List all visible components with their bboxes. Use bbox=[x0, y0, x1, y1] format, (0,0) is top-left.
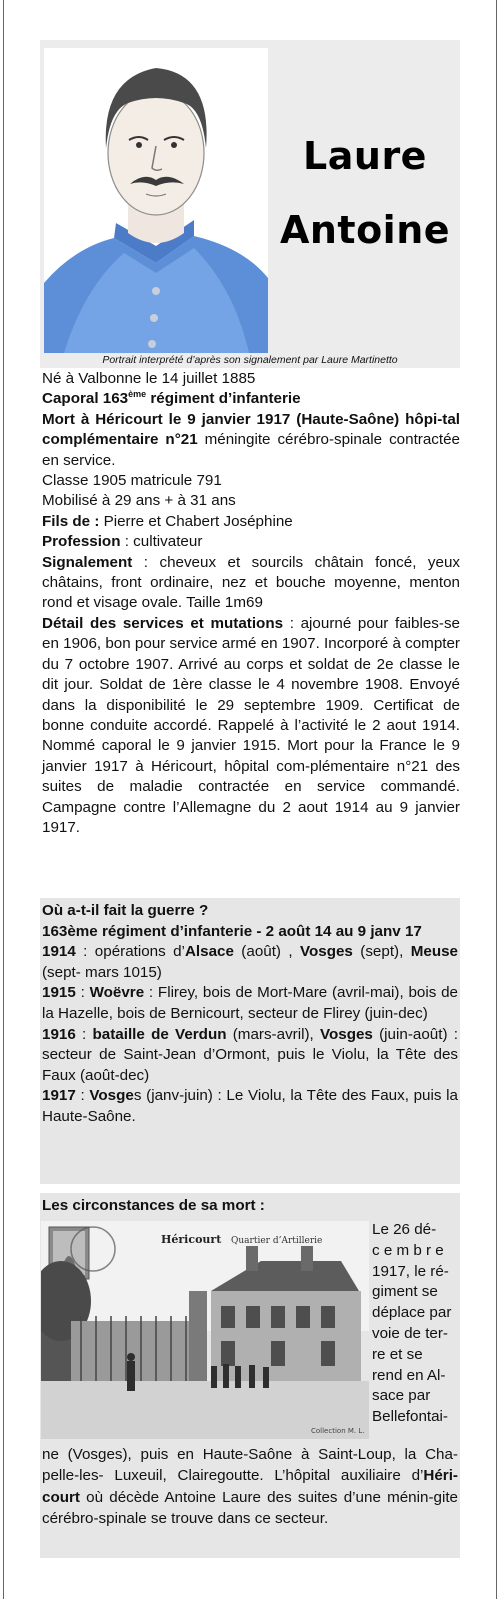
death-side-text bbox=[372, 1220, 458, 1428]
side-line: rend en Al- bbox=[372, 1366, 446, 1384]
signalement-paragraph: Signalement : cheveux et sourcils châtain foncé, yeux châtains, front ordinaire, nez et bouche moyenne, menton rond et visage ovale. Taille 1m69 bbox=[42, 553, 460, 612]
side-line: giment se bbox=[372, 1283, 438, 1301]
year-1914-entry: 1914 : opérations d’Alsace (août) , Vosges (sept), Meuse (sept- mars 1015) bbox=[42, 943, 458, 981]
right-border-rule bbox=[496, 0, 497, 1599]
firstname-heading: Antoine bbox=[279, 208, 451, 252]
side-line: sace par bbox=[372, 1387, 431, 1405]
death-line: Mort à Héricourt le 9 janvier 1917 (Haute-Saône) hôpi-tal complémentaire n°21 méningite cérébro-spinale contractée en service. bbox=[42, 410, 460, 469]
death-section-title: Les circonstances de sa mort : bbox=[42, 1197, 265, 1214]
postcard-publisher: Collection M. L. bbox=[311, 1427, 365, 1435]
side-line: re et se bbox=[372, 1345, 423, 1363]
parents-line: Fils de : Pierre et Chabert Joséphine bbox=[42, 512, 293, 530]
side-line: 1917, le ré- bbox=[372, 1262, 449, 1280]
hericourt-postcard-image bbox=[41, 1221, 369, 1439]
year-1917-entry: 1917 : Vosges (janv-juin) : Le Violu, la Tête des Faux, puis la Haute-Saône. bbox=[42, 1087, 458, 1125]
war-subtitle: 163ème régiment d’infanterie - 2 août 14 au 9 janv 17 bbox=[42, 922, 422, 940]
portrait-image bbox=[44, 48, 268, 353]
war-title: Où a-t-il fait la guerre ? bbox=[42, 902, 209, 919]
side-line: c e m b r e bbox=[372, 1241, 444, 1259]
birth-line: Né à Valbonne le 14 juillet 1885 bbox=[42, 370, 256, 387]
profession-line: Profession : cultivateur bbox=[42, 533, 203, 551]
side-line: voie de ter- bbox=[372, 1324, 448, 1342]
classe-line: Classe 1905 matricule 791 bbox=[42, 472, 222, 490]
mobilise-line: Mobilisé à 29 ans + à 31 ans bbox=[42, 492, 236, 510]
services-paragraph: Détail des services et mutations : ajourné pour faibles-se en 1906, bon pour service armé en 1907. Incorporé à compter du 7 octobre 1907. Arrivé au corps et soldat de 2e classe le dit jour. Soldat de 1ère classe le 4 novembre 1908. Envoyé dans la disponibilité le 29 septembre 1909. Certificat de bonne conduite accordé. Rappelé à l’activité le 2 aout 1914. Nommé caporal le 9 janvier 1915. Mort pour la France le 9 janvier 1917 à Héricourt, hôpital com-plémentaire n°21 des suites de maladie contractée en service commandé. Campagne contre l’Allemagne du 2 aout 1914 au 9 janvier 1917. bbox=[42, 614, 460, 836]
war-section bbox=[42, 901, 458, 1128]
side-line: Le 26 dé- bbox=[372, 1221, 437, 1238]
rank-line: Caporal 163ème régiment d’infanterie bbox=[42, 389, 301, 408]
postcard-subtitle: Quartier d’Artillerie bbox=[231, 1236, 323, 1246]
postcard-title: Héricourt bbox=[161, 1233, 222, 1246]
biography-section bbox=[42, 369, 460, 838]
side-line: déplace par bbox=[372, 1304, 452, 1322]
side-line: Bellefontai- bbox=[372, 1408, 448, 1426]
death-body-text: ne (Vosges), puis en Haute-Saône à Saint-Loup, la Cha-pelle-les- Luxeuil, Clairegoutte. L’hôpital auxiliaire d’Héri-court où décède Antoine Laure des suites d’une ménin-gite cérébro-spinale se trouve dans ce secteur. bbox=[42, 1446, 458, 1528]
left-border-rule bbox=[3, 0, 4, 1599]
surname-heading: Laure bbox=[303, 134, 427, 178]
portrait-caption: Portrait interprété d’après son signalement par Laure Martinetto bbox=[102, 354, 398, 366]
year-1916-entry: 1916 : bataille de Verdun (mars-avril), Vosges (juin-août) : secteur de Saint-Jean d’Ormont, puis le Violu, la Tête des Faux (août-dec) bbox=[42, 1025, 458, 1084]
year-1915-entry: 1915 : Woëvre : Flirey, bois de Mort-Mare (avril-mai), bois de la Hazelle, bois de Bernicourt, secteur de Flirey (juin-dec) bbox=[42, 984, 458, 1022]
